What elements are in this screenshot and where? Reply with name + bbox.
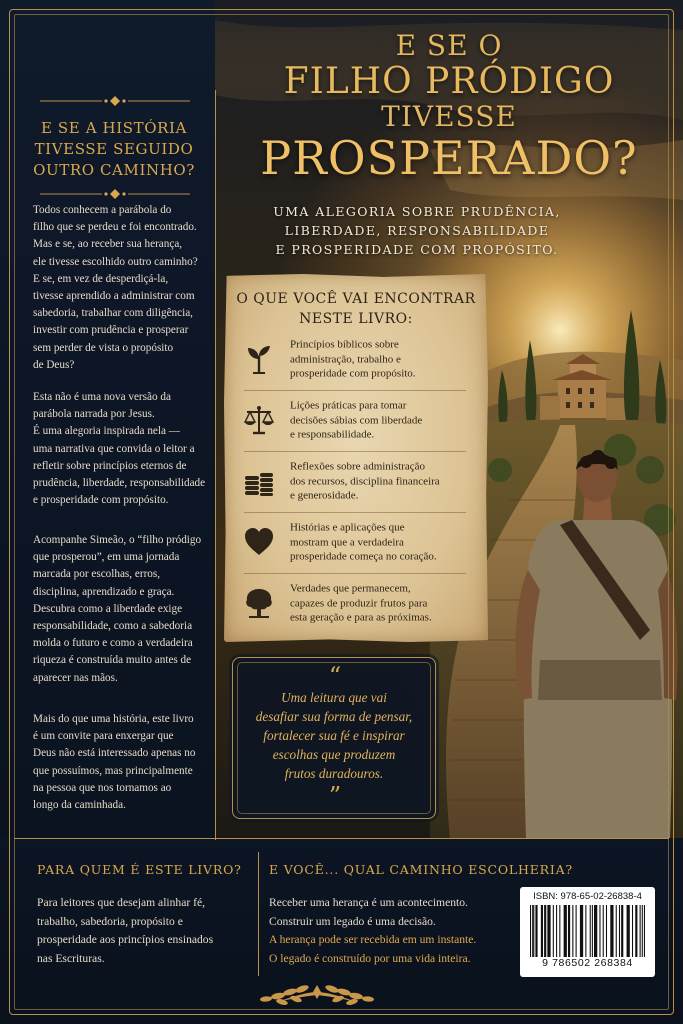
text-line: longo da caminhada. <box>33 799 126 812</box>
text-line: disciplina, aprendizado e graça. <box>33 585 175 598</box>
highlight-line: O legado é construído por uma vida inteira. <box>269 951 471 965</box>
feature-text <box>290 581 476 625</box>
feature-line: Verdades que permanecem, <box>290 582 411 595</box>
text-line: riqueza é construída muito antes de <box>33 654 192 667</box>
text-line: prudência, liberdade, responsabilidade <box>33 477 206 490</box>
barcode-bar <box>576 905 577 957</box>
barcode-bar <box>627 905 630 957</box>
text-line: É uma alegoria inspirada nela — <box>33 425 180 438</box>
barcode-bar <box>544 905 546 957</box>
column-divider <box>215 90 216 840</box>
text-line: sem perder de vista o propósito <box>33 341 174 354</box>
tree-icon <box>242 586 276 620</box>
book-subtitle <box>252 202 582 259</box>
text-line: sabedoria, trabalhar com diligência, <box>33 307 193 320</box>
barcode-bar <box>532 905 533 957</box>
left-heading-line: E SE A HISTÓRIA <box>41 119 187 137</box>
text-line: aparecer nas mãos. <box>33 671 118 684</box>
heart-icon <box>242 525 276 559</box>
barcode-bar <box>594 905 597 957</box>
barcode-bar <box>616 905 617 957</box>
text-line: Deus não está interessado apenas no <box>33 747 196 760</box>
barcode-bar <box>585 905 586 957</box>
feature-text <box>290 459 476 503</box>
ornament-divider-icon <box>40 95 190 107</box>
feature-item <box>236 330 476 388</box>
barcode-bar <box>640 905 641 957</box>
text-line: Para leitores que desejam alinhar fé, <box>37 896 206 909</box>
text-line: de Deus? <box>33 358 75 371</box>
text-line: Construir um legado é uma decisão. <box>269 914 436 928</box>
text-line: Esta não é uma nova versão da <box>33 391 171 403</box>
text-line: responsabilidade, como a sabedoria <box>33 620 193 633</box>
text-line: e prosperidade com propósito. <box>33 494 169 507</box>
feature-line: dos recursos, disciplina financeira <box>290 474 440 487</box>
feature-line: mostram que a verdadeira <box>290 535 404 548</box>
feature-item <box>236 391 476 449</box>
feature-line: prosperidade começa no coração. <box>290 550 437 563</box>
text-line: tivesse aprendido a administrar com <box>33 290 195 303</box>
barcode-bar <box>559 905 560 957</box>
left-heading <box>24 118 204 181</box>
parchment-title <box>230 289 482 329</box>
barcode-bar <box>580 905 583 957</box>
close-quote-icon: ” <box>328 782 342 810</box>
feature-line: Princípios bíblicos sobre <box>290 338 399 351</box>
bottom-column-divider <box>258 852 259 976</box>
parchment-title-line: O QUE VOCÊ VAI ENCONTRAR <box>236 291 476 307</box>
feature-line: e generosidade. <box>290 489 359 502</box>
title-line-3: TIVESSE <box>381 100 517 133</box>
text-line: Acompanhe Simeão, o “filho pródigo <box>33 534 202 546</box>
feature-text <box>290 398 476 442</box>
title-line-4: PROSPERADO? <box>260 131 638 185</box>
quote-line: frutos duradouros. <box>284 766 384 781</box>
bottom-divider <box>14 838 669 839</box>
barcode-bar <box>535 905 537 957</box>
quote-line: fortalecer sua fé e inspirar <box>263 728 405 743</box>
text-line: trabalho, sabedoria, propósito e <box>37 914 183 928</box>
text-line: investir com prudência e prosperar <box>33 324 189 337</box>
barcode-bar <box>592 905 593 957</box>
barcode-bar <box>599 905 600 957</box>
feature-text <box>290 337 476 381</box>
feature-line: prosperidade com propósito. <box>290 367 416 380</box>
text-line: E se, em vez de desperdiçá-la, <box>33 272 169 285</box>
feature-line: esta geração e para as próximas. <box>290 611 432 624</box>
subtitle-line: UMA ALEGORIA SOBRE PRUDÊNCIA, <box>273 204 561 219</box>
text-line: Mas e se, ao receber sua herança, <box>33 238 183 251</box>
text-line: prosperidade aos princípios ensinados <box>37 933 214 947</box>
feature-line: Reflexões sobre administração <box>290 460 426 473</box>
text-line: Receber uma herança é um acontecimento. <box>269 896 468 909</box>
text-line: Mais do que uma história, este livro <box>33 713 194 725</box>
barcode-bar <box>632 905 633 957</box>
text-line: ele tivesse escolhido outro caminho? <box>33 255 198 268</box>
sprout-icon <box>242 342 276 376</box>
isbn-label: ISBN: 978-65-02-26838-4 <box>533 891 642 902</box>
barcode-bar <box>572 905 573 957</box>
barcode-bar <box>556 905 557 957</box>
barcode-bar <box>553 905 554 957</box>
left-heading-line: OUTRO CAMINHO? <box>33 161 195 179</box>
barcode-bar <box>644 905 645 957</box>
barcode-bar <box>590 905 591 957</box>
barcode-bar <box>621 905 623 957</box>
subtitle-line: LIBERDADE, RESPONSABILIDADE <box>284 223 550 238</box>
parchment-title-line: NESTE LIVRO: <box>299 311 413 327</box>
subtitle-line: E PROSPERIDADE COM PROPÓSITO. <box>275 242 559 257</box>
title-line-2: FILHO PRÓDIGO <box>283 61 615 102</box>
choice-text <box>269 894 514 968</box>
barcode-bar <box>568 905 570 957</box>
feature-line: Histórias e aplicações que <box>290 521 405 534</box>
audience-text <box>37 894 252 968</box>
text-line: nas Escrituras. <box>37 951 105 965</box>
scales-icon <box>242 403 276 437</box>
audience-heading: PARA QUEM É ESTE LIVRO? <box>37 862 242 877</box>
text-line: Todos conhecem a parábola do <box>33 204 172 216</box>
quote-line: desafiar sua forma de pensar, <box>255 709 413 724</box>
barcode-bar <box>547 905 550 957</box>
feature-item <box>236 513 476 571</box>
feature-line: capazes de produzir frutos para <box>290 596 428 609</box>
feature-text <box>290 520 476 564</box>
quote-line: escolhas que produzem <box>272 747 396 762</box>
isbn-digits: 9 786502 268384 <box>542 957 633 969</box>
feature-item <box>236 574 476 632</box>
feature-line: e responsabilidade. <box>290 428 375 441</box>
book-title <box>215 30 683 184</box>
feature-item <box>236 452 476 510</box>
text-line: que possuímos, mas principalmente <box>33 764 193 777</box>
left-paragraph-2 <box>33 389 208 509</box>
barcode-bars <box>528 905 647 957</box>
text-line: que prosperou”, em uma jornada <box>33 551 180 564</box>
laurel-ornament-icon <box>222 975 412 1009</box>
barcode-bar <box>642 905 643 957</box>
isbn-barcode <box>520 887 655 977</box>
barcode-bar <box>564 905 567 957</box>
left-paragraph-3 <box>33 532 208 687</box>
quote-text <box>244 688 424 783</box>
left-paragraph-1 <box>33 190 208 374</box>
left-paragraph-4 <box>33 711 208 814</box>
barcode-bar <box>610 905 613 957</box>
barcode-bar <box>541 905 543 957</box>
open-quote-icon: “ <box>328 662 342 690</box>
barcode-bar <box>603 905 604 957</box>
barcode-bar <box>533 905 534 957</box>
text-line: filho que se perdeu e foi encontrado. <box>33 221 197 234</box>
text-line: uma narrativa que convida o leitor a <box>33 442 195 455</box>
text-line: parábola narrada por Jesus. <box>33 408 155 421</box>
left-heading-line: TIVESSE SEGUIDO <box>34 140 194 158</box>
title-line-1: E SE O <box>395 29 503 62</box>
feature-line: Lições práticas para tomar <box>290 399 407 412</box>
text-line: refletir sobre princípios eternos de <box>33 459 187 472</box>
text-line: na pessoa que nos tornamos ao <box>33 781 172 794</box>
barcode-bar <box>530 905 531 957</box>
feature-line: administração, trabalho e <box>290 352 401 365</box>
text-line: Descubra como a liberdade exige <box>33 602 183 615</box>
barcode-bar <box>606 905 607 957</box>
text-line: marcada por escolhas, erros, <box>33 568 161 581</box>
text-line: molda o futuro e como a verdadeira <box>33 637 193 650</box>
quote-line: Uma leitura que vai <box>281 690 387 705</box>
choice-heading: E VOCÊ... QUAL CAMINHO ESCOLHERIA? <box>269 862 573 877</box>
feature-line: decisões sábias com liberdade <box>290 413 423 426</box>
barcode-bar <box>635 905 637 957</box>
coins-icon <box>242 464 276 498</box>
barcode-bar <box>619 905 620 957</box>
highlight-line: A herança pode ser recebida em um instante. <box>269 933 477 947</box>
text-line: é um convite para enxergar que <box>33 730 174 743</box>
